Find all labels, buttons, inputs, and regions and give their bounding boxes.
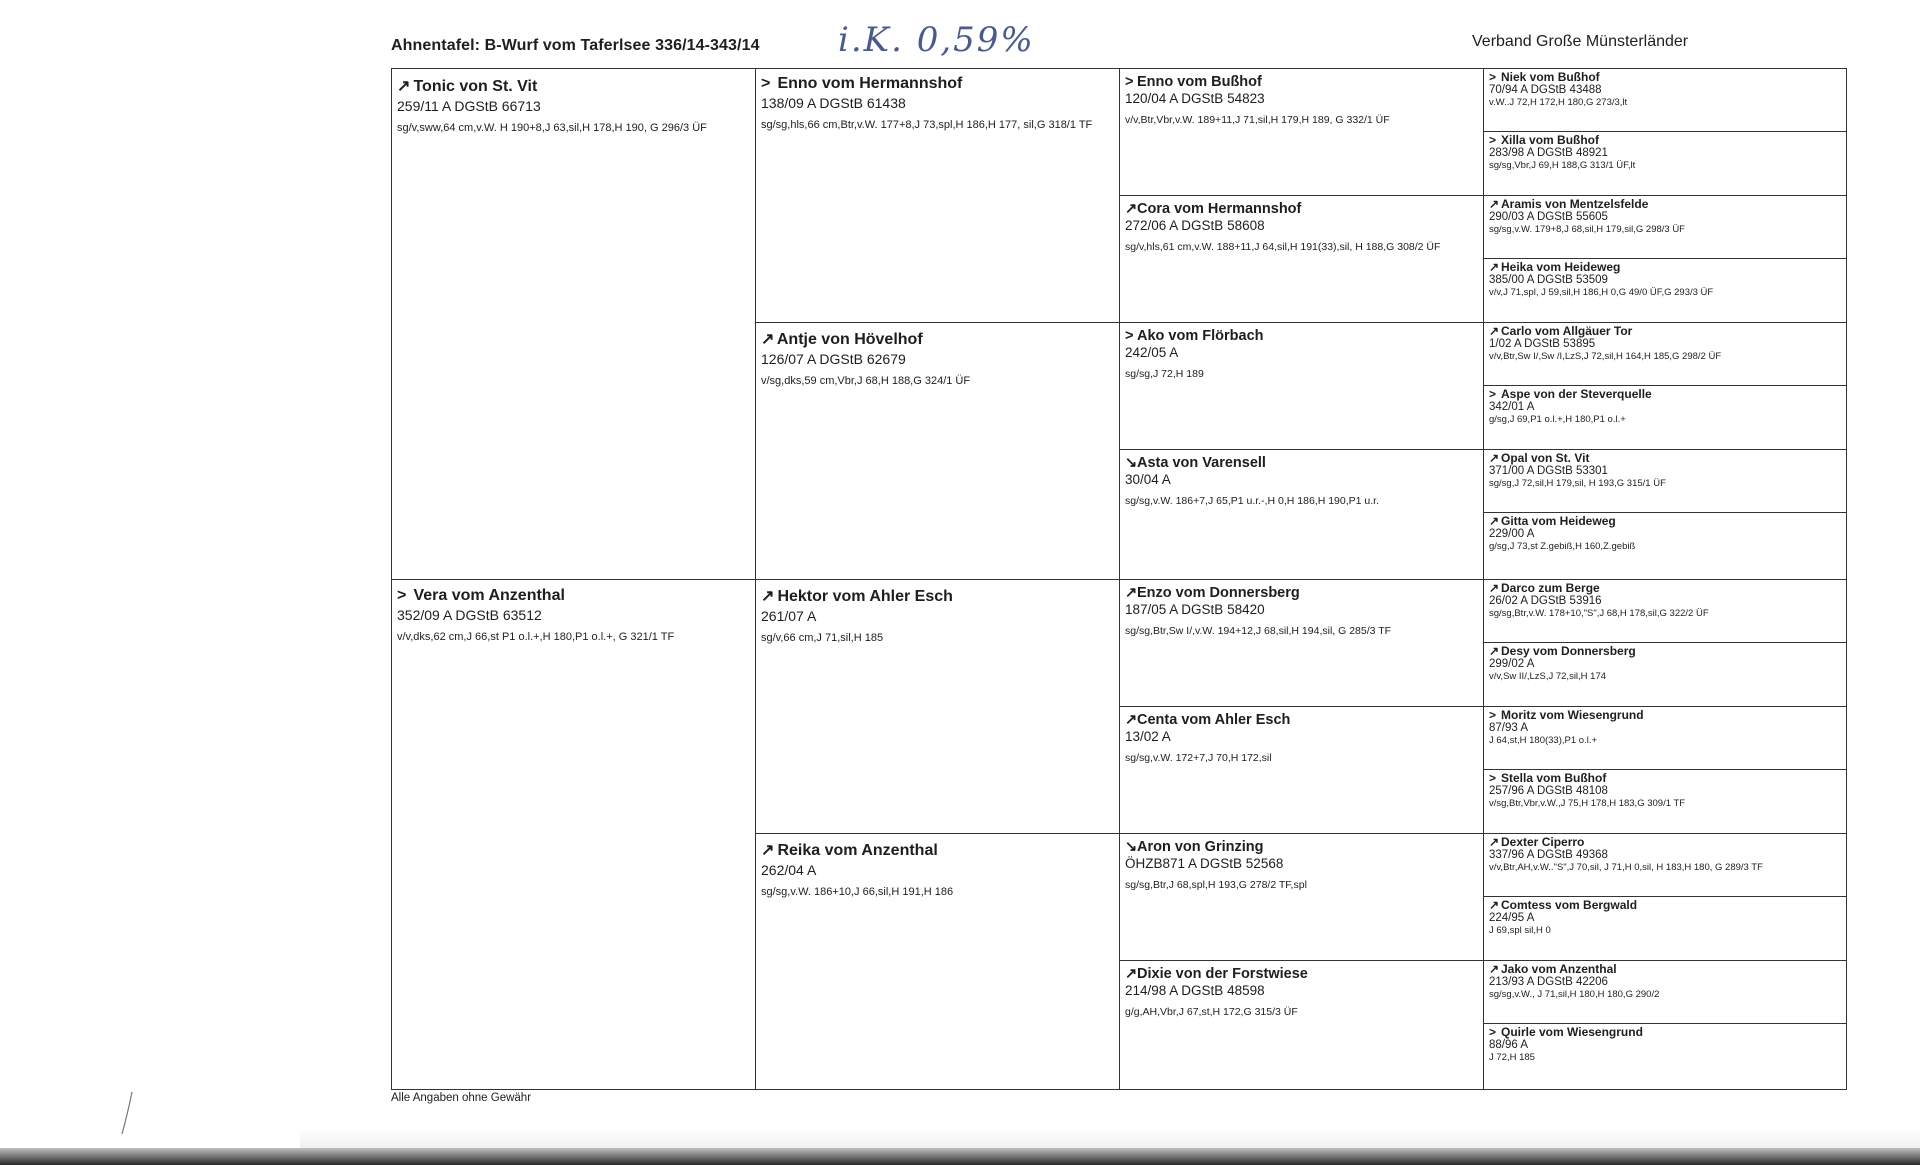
sex-symbol: ↗ — [1489, 260, 1500, 274]
sex-symbol: > — [1489, 387, 1497, 401]
dog-name: Gitta vom Heideweg — [1501, 514, 1616, 528]
registration: 1/02 A DGStB 53895 — [1489, 338, 1596, 350]
dog-name: Cora vom Hermannshof — [1137, 201, 1302, 217]
registration: 259/11 A DGStB 66713 — [397, 98, 541, 114]
dog-name: Ako vom Flörbach — [1137, 328, 1264, 344]
evaluation-details: sg/sg,Vbr,J 69,H 188,G 313/1 ÜF,lt — [1489, 160, 1636, 171]
registration: 261/07 A — [761, 608, 817, 624]
dog-name: Dexter Ciperro — [1501, 835, 1585, 849]
grandparent-box — [755, 579, 1121, 835]
great-grandparent-box — [1119, 833, 1485, 962]
registration: ÖHZB871 A DGStB 52568 — [1125, 856, 1284, 871]
dog-name: Dixie von der Forstwiese — [1137, 966, 1308, 982]
registration: 229/00 A — [1489, 528, 1535, 540]
evaluation-details: J 72,H 185 — [1489, 1052, 1535, 1063]
evaluation-details: J 64,st,H 180(33),P1 o.l.+ — [1489, 735, 1597, 746]
evaluation-details: v/v,J 71,spl, J 59,sil,H 186,H 0,G 49/0 ÜF,G 293/3 ÜF — [1489, 287, 1714, 298]
evaluation-details: sg/sg,v.W. 186+10,J 66,sil,H 191,H 186 — [761, 886, 954, 898]
evaluation-details: g/g,AH,Vbr,J 67,st,H 172,G 315/3 ÜF — [1125, 1006, 1298, 1018]
gen4-ancestor-box — [1483, 68, 1847, 133]
evaluation-details: sg/sg,Btr,J 68,spl,H 193,G 278/2 TF,spl — [1125, 879, 1307, 891]
gen4-ancestor-box — [1483, 385, 1847, 451]
evaluation-details: sg/v,66 cm,J 71,sil,H 185 — [761, 632, 884, 644]
sex-symbol: > — [1489, 771, 1497, 785]
dog-name: Enno vom Hermannshof — [777, 75, 963, 92]
gen4-ancestor-box — [1483, 131, 1847, 197]
dog-name: Tonic von St. Vit — [413, 78, 538, 95]
dog-name: Carlo vom Allgäuer Tor — [1501, 324, 1633, 338]
registration: 342/01 A — [1489, 401, 1535, 413]
dog-name: Asta von Varensell — [1137, 455, 1266, 471]
gen4-ancestor-box — [1483, 449, 1847, 514]
gen4-ancestor-box — [1483, 960, 1847, 1025]
sex-symbol: ↗ — [1125, 966, 1138, 982]
evaluation-details: sg/v,hls,61 cm,v.W. 188+11,J 64,sil,H 191(33),sil, H 188,G 308/2 ÜF — [1125, 241, 1441, 253]
dog-name: Comtess vom Bergwald — [1501, 898, 1638, 912]
registration: 30/04 A — [1125, 472, 1171, 487]
sex-symbol: ↘ — [1125, 839, 1138, 855]
registration: 213/93 A DGStB 42206 — [1489, 976, 1608, 988]
gen4-ancestor-box — [1483, 579, 1847, 644]
dog-name: Darco zum Berge — [1501, 581, 1600, 595]
sex-symbol: ↗ — [1489, 898, 1500, 912]
sex-symbol: ↗ — [1489, 514, 1500, 528]
dog-name: Centa vom Ahler Esch — [1137, 712, 1291, 728]
registration: 87/93 A — [1489, 722, 1529, 734]
sex-symbol: > — [1489, 708, 1497, 722]
association-name: Verband Große Münsterländer — [1472, 33, 1689, 50]
dog-name: Antje von Hövelhof — [776, 331, 923, 348]
dog-name: Xilla vom Bußhof — [1501, 133, 1600, 147]
sex-symbol: > — [1125, 74, 1134, 90]
registration: 371/00 A DGStB 53301 — [1489, 465, 1608, 477]
sex-symbol: ↘ — [1125, 455, 1138, 471]
registration: 299/02 A — [1489, 658, 1535, 670]
gen4-ancestor-box — [1483, 706, 1847, 771]
evaluation-details: v/sg,dks,59 cm,Vbr,J 68,H 188,G 324/1 ÜF — [761, 375, 971, 387]
great-grandparent-box — [1119, 449, 1485, 580]
sex-symbol: > — [1489, 133, 1497, 147]
sex-symbol: ↗ — [1489, 835, 1500, 849]
dog-name: Aramis von Mentzelsfelde — [1501, 197, 1649, 211]
registration: 337/96 A DGStB 49368 — [1489, 849, 1608, 861]
parent-sire — [391, 68, 757, 580]
evaluation-details: v.W..J 72,H 172,H 180,G 273/3,lt — [1489, 97, 1628, 108]
evaluation-details: g/sg,J 69,P1 o.l.+,H 180,P1 o.l.+ — [1489, 414, 1626, 425]
registration: 224/95 A — [1489, 912, 1535, 924]
registration: 257/96 A DGStB 48108 — [1489, 785, 1608, 797]
registration: 126/07 A DGStB 62679 — [761, 351, 906, 367]
evaluation-details: J 69,spl sil,H 0 — [1489, 925, 1551, 936]
sex-symbol: ↗ — [397, 78, 411, 95]
registration: 272/06 A DGStB 58608 — [1125, 218, 1265, 233]
dog-name: Desy vom Donnersberg — [1501, 644, 1636, 658]
sex-symbol: ↗ — [761, 331, 775, 348]
grandparent-box — [755, 68, 1121, 324]
great-grandparent-box — [1119, 960, 1485, 1090]
scan-shadow — [300, 1128, 1920, 1148]
evaluation-details: v/v,Btr,Vbr,v.W. 189+11,J 71,sil,H 179,H 189, G 332/1 ÜF — [1125, 114, 1390, 126]
grandparent-box — [755, 322, 1121, 580]
parent-dam — [391, 579, 757, 1090]
registration: 187/05 A DGStB 58420 — [1125, 602, 1265, 617]
dog-name: Moritz vom Wiesengrund — [1501, 708, 1644, 722]
registration: 283/98 A DGStB 48921 — [1489, 147, 1608, 159]
pedigree-table — [391, 68, 1847, 1090]
evaluation-details: sg/sg,v.W. 179+8,J 68,sil,H 179,sil,G 298/3 ÜF — [1489, 224, 1685, 235]
gen4-ancestor-box — [1483, 195, 1847, 260]
gen4-ancestor-box — [1483, 896, 1847, 962]
registration: 120/04 A DGStB 54823 — [1125, 91, 1265, 106]
dog-name: Quirle vom Wiesengrund — [1501, 1025, 1643, 1039]
gen4-ancestor-box — [1483, 322, 1847, 387]
pen-stroke-mark — [118, 1090, 140, 1136]
registration: 26/02 A DGStB 53916 — [1489, 595, 1602, 607]
dog-name: Heika vom Heideweg — [1501, 260, 1621, 274]
evaluation-details: sg/sg,Btr,Sw I/,v.W. 194+12,J 68,sil,H 194,sil, G 285/3 TF — [1125, 625, 1392, 637]
evaluation-details: sg/sg,hls,66 cm,Btr,v.W. 177+8,J 73,spl,H 186,H 177, sil,G 318/1 TF — [761, 119, 1093, 131]
registration: 385/00 A DGStB 53509 — [1489, 274, 1608, 286]
dog-name: Niek vom Bußhof — [1501, 70, 1600, 84]
evaluation-details: sg/sg,J 72,sil,H 179,sil, H 193,G 315/1 ÜF — [1489, 478, 1666, 489]
evaluation-details: v/v,Sw II/,LzS,J 72,sil,H 174 — [1489, 671, 1607, 682]
pedigree-title: Ahnentafel: B-Wurf vom Taferlsee 336/14-343/14 — [391, 37, 760, 54]
gen4-ancestor-box — [1483, 1023, 1847, 1090]
grandparent-box — [755, 833, 1121, 1090]
evaluation-details: sg/sg,v.W., J 71,sil,H 180,H 180,G 290/2 — [1489, 989, 1660, 1000]
evaluation-details: sg/sg,Btr,v.W. 178+10,"S",J 68,H 178,sil,G 322/2 ÜF — [1489, 608, 1709, 619]
gen4-ancestor-box — [1483, 258, 1847, 324]
dog-name: Enzo vom Donnersberg — [1137, 585, 1300, 601]
registration: 262/04 A — [761, 862, 817, 878]
dog-name: Aspe von der Steverquelle — [1501, 387, 1652, 401]
sex-symbol: ↗ — [1125, 201, 1138, 217]
sex-symbol: ↗ — [1489, 324, 1500, 338]
great-grandparent-box — [1119, 322, 1485, 451]
sex-symbol: ↗ — [761, 588, 775, 605]
sex-symbol: ↗ — [1489, 644, 1500, 658]
sex-symbol: ↗ — [1489, 451, 1500, 465]
sex-symbol: > — [1489, 1025, 1497, 1039]
evaluation-details: g/sg,J 73,st Z.gebiß,H 160,Z.gebiß — [1489, 541, 1636, 552]
sex-symbol: ↗ — [1125, 712, 1138, 728]
registration: 352/09 A DGStB 63512 — [397, 607, 542, 623]
sex-symbol: ↗ — [1125, 585, 1138, 601]
sex-symbol: > — [761, 75, 771, 92]
scan-edge — [0, 1148, 1920, 1165]
evaluation-details: v/sg,Btr,Vbr,v.W.,J 75,H 178,H 183,G 309/1 TF — [1489, 798, 1686, 809]
registration: 214/98 A DGStB 48598 — [1125, 983, 1265, 998]
evaluation-details: sg/sg,J 72,H 189 — [1125, 368, 1204, 380]
sex-symbol: ↗ — [1489, 197, 1500, 211]
gen4-ancestor-box — [1483, 833, 1847, 898]
disclaimer: Alle Angaben ohne Gewähr — [391, 1092, 532, 1104]
registration: 242/05 A — [1125, 345, 1179, 360]
evaluation-details: v/v,dks,62 cm,J 66,st P1 o.l.+,H 180,P1 o.l.+, G 321/1 TF — [397, 631, 675, 643]
sex-symbol: > — [1125, 328, 1134, 344]
great-grandparent-box — [1119, 195, 1485, 324]
registration: 138/09 A DGStB 61438 — [761, 95, 906, 111]
gen4-ancestor-box — [1483, 642, 1847, 708]
gen4-ancestor-box — [1483, 769, 1847, 835]
sex-symbol: ↗ — [1489, 581, 1500, 595]
dog-name: Jako vom Anzenthal — [1501, 962, 1617, 976]
dog-name: Enno vom Bußhof — [1137, 74, 1262, 90]
evaluation-details: sg/sg,v.W. 172+7,J 70,H 172,sil — [1125, 752, 1272, 764]
dog-name: Vera vom Anzenthal — [413, 587, 565, 604]
sex-symbol: ↗ — [1489, 962, 1500, 976]
dog-name: Aron von Grinzing — [1137, 839, 1264, 855]
sex-symbol: > — [1489, 70, 1497, 84]
dog-name: Reika vom Anzenthal — [777, 842, 938, 859]
evaluation-details: sg/v,sww,64 cm,v.W. H 190+8,J 63,sil,H 178,H 190, G 296/3 ÜF — [397, 122, 707, 134]
great-grandparent-box — [1119, 579, 1485, 708]
registration: 290/03 A DGStB 55605 — [1489, 211, 1608, 223]
great-grandparent-box — [1119, 68, 1485, 197]
registration: 88/96 A — [1489, 1039, 1529, 1051]
registration: 13/02 A — [1125, 729, 1171, 744]
evaluation-details: sg/sg,v.W. 186+7,J 65,P1 u.r.-,H 0,H 186,H 190,P1 u.r. — [1125, 495, 1379, 507]
evaluation-details: v/v,Btr,AH,v.W.."S",J 70,sil, J 71,H 0,sil, H 183,H 180, G 289/3 TF — [1489, 862, 1763, 873]
dog-name: Hektor vom Ahler Esch — [777, 588, 953, 605]
sex-symbol: > — [397, 587, 407, 604]
sex-symbol: ↗ — [761, 842, 775, 859]
registration: 70/94 A DGStB 43488 — [1489, 84, 1602, 96]
evaluation-details: v/v,Btr,Sw I/,Sw /I,LzS,J 72,sil,H 164,H 185,G 298/2 ÜF — [1489, 351, 1722, 362]
great-grandparent-box — [1119, 706, 1485, 835]
handwritten-inbreeding-note: i.K. 0,59% — [838, 20, 1035, 60]
dog-name: Stella vom Bußhof — [1501, 771, 1607, 785]
dog-name: Opal von St. Vit — [1501, 451, 1590, 465]
gen4-ancestor-box — [1483, 512, 1847, 580]
